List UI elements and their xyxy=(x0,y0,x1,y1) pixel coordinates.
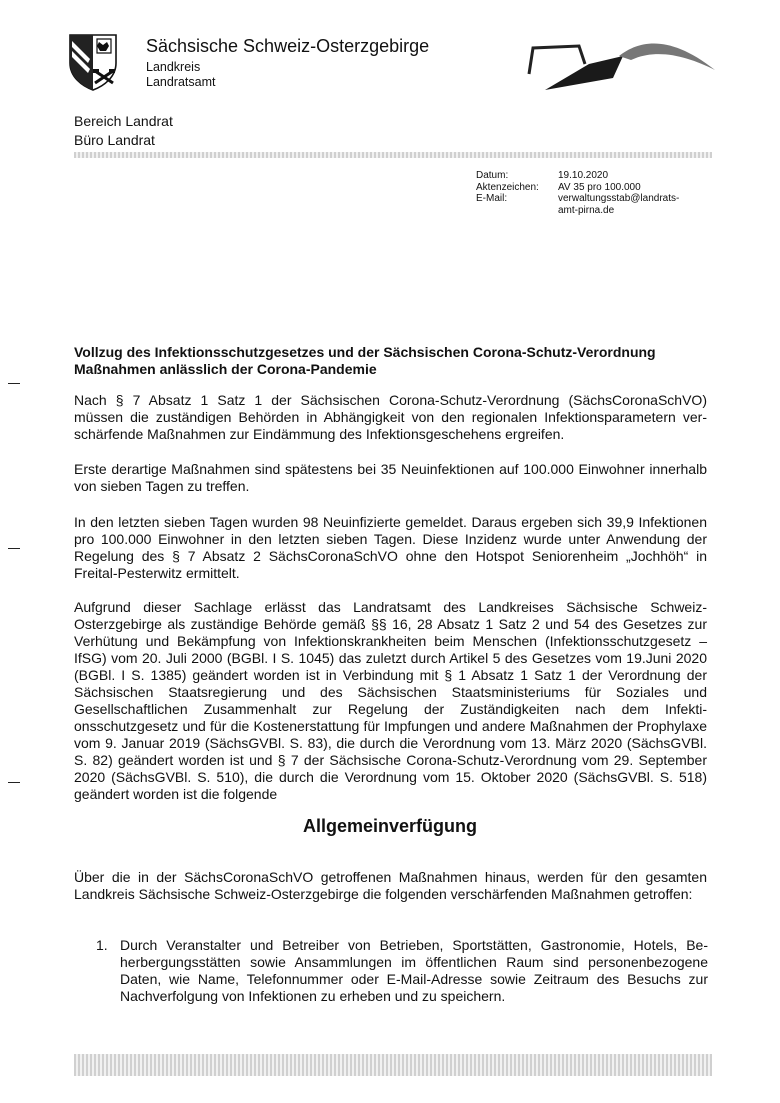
document-metadata xyxy=(476,170,698,216)
footer-bar xyxy=(74,1054,712,1076)
office-line: Büro Landrat xyxy=(74,132,155,148)
fold-mark xyxy=(8,782,20,783)
metadata-row xyxy=(476,182,698,194)
email-link[interactable]: verwaltungsstab@landrats- xyxy=(558,193,680,204)
metadata-label: Datum: xyxy=(476,170,509,181)
list-item-text: Durch Veranstalter und Betreiber von Betrieben, Sportstätten, Gastronomie, Hotels, Beherbergungsstätten sowie Ansammlungen im öffentlichen Raum sind personenbezogene Daten, wie Name, Telefonnummer oder E-Mail-Adresse sowie Zeitraum des Besuchs zur Nachverfolgung von Infektionen zu erheben und zu speichern. xyxy=(120,937,708,1004)
body-paragraph: Nach § 7 Absatz 1 Satz 1 der Sächsischen Corona-Schutz-Verordnung (SächsCoronaSchVO) müssen die zuständigen Behörden in Abhängigkeit von den regionalen Infektionsparametern verschärfende Maßnahmen zur Eindämmung des Infektionsgeschehens ergreifen. xyxy=(74,392,707,442)
subject-line-1: Vollzug des Infektionsschutzgesetzes und der Sächsischen Corona-Schutz-Verordnung xyxy=(74,344,656,360)
metadata-row xyxy=(476,205,698,217)
metadata-value: AV 35 pro 100.000 xyxy=(558,181,641,193)
section-heading: Allgemeinverfügung xyxy=(302,816,477,836)
metadata-label xyxy=(476,205,558,217)
organization-office: Landratsamt xyxy=(146,75,216,89)
department-line: Bereich Landrat xyxy=(74,113,173,129)
subject-line xyxy=(74,344,714,378)
coat-of-arms-icon xyxy=(68,33,118,91)
metadata-row xyxy=(476,193,698,205)
metadata-label: E-Mail: xyxy=(476,193,508,204)
body-paragraph: In den letzten sieben Tagen wurden 98 Neuinfizierte gemeldet. Daraus ergeben sich 39,9 Infektionen pro 100.000 Einwohner in den letzten sieben Tagen. Diese Inzidenz wurde unter Anwendung der Regelung des § 7 Absatz 2 SächsCoronaSchVO ohne den Hotspot Seniorenheim „Jochhöh“ in Freital-Pesterwitz ermittelt. xyxy=(74,514,707,581)
metadata-value: 19.10.2020 xyxy=(558,170,609,181)
metadata-row xyxy=(476,170,698,182)
subject-line-2: Maßnahmen anlässlich der Corona-Pandemie xyxy=(74,361,377,377)
intro-paragraph: Über die in der SächsCoronaSchVO getroffenen Maßnahmen hinaus, werden für den gesamten Landkreis Sächsische Schweiz-Osterzgebirge die folgenden verschärfenden Maßnahmen getroffen: xyxy=(74,869,707,902)
mountain-logo-icon xyxy=(527,34,715,94)
organization-name: Sächsische Schweiz-Osterzgebirge xyxy=(146,36,430,56)
organization-subtitle: Landkreis xyxy=(146,60,201,74)
fold-mark xyxy=(8,383,20,384)
body-paragraph: Erste derartige Maßnahmen sind spätestens bei 35 Neuinfektionen auf 100.000 Einwohner innerhalb von sieben Tagen zu treffen. xyxy=(74,461,707,494)
metadata-label: Aktenzeichen: xyxy=(476,181,539,193)
header-divider xyxy=(74,152,712,158)
punch-mark xyxy=(8,548,20,549)
email-link-continued[interactable]: amt-pirna.de xyxy=(558,204,615,216)
body-paragraph: Aufgrund dieser Sachlage erlässt das Landratsamt des Landkreises Sächsische Schweiz-Osterzgebirge als zuständige Behörde gemäß §§ 16, 28 Absatz 1 Satz 2 und 54 des Gesetzes zur Verhütung und Bekämpfung von Infektionskrankheiten beim Menschen (Infektionsschutzgesetz – IfSG) vom 20. Juli 2000 (BGBl. I S. 1045) das zuletzt durch Artikel 5 des Gesetzes vom 19.Juni 2020 (BGBl. I S. 1385) geändert worden ist in Verbindung mit § 1 Absatz 1 Satz 1 der Verordnung der Sächsischen Staatsregierung und des Sächsischen Staatsministeriums für Soziales und Gesellschaftlichen Zusammenhalt zur Regelung der Zuständigkeiten nach dem Infektionsschutzgesetz und für die Kostenerstattung für Impfungen und andere Maßnahmen der Prophylaxe vom 9. Januar 2019 (SächsGVBl. S. 83), die durch die Verordnung vom 13. März 2020 (SächsGVBl. S. 82) geändert worden ist und § 7 der Sächsische Corona-Schutz-Verordnung vom 29. September 2020 (SächsGVBl. S. 510), die durch die Verordnung vom 15. Oktober 2020 (SächsGVBl. S. 518) geändert worden ist die folgende xyxy=(74,599,707,802)
list-item-number: 1. xyxy=(96,937,108,953)
